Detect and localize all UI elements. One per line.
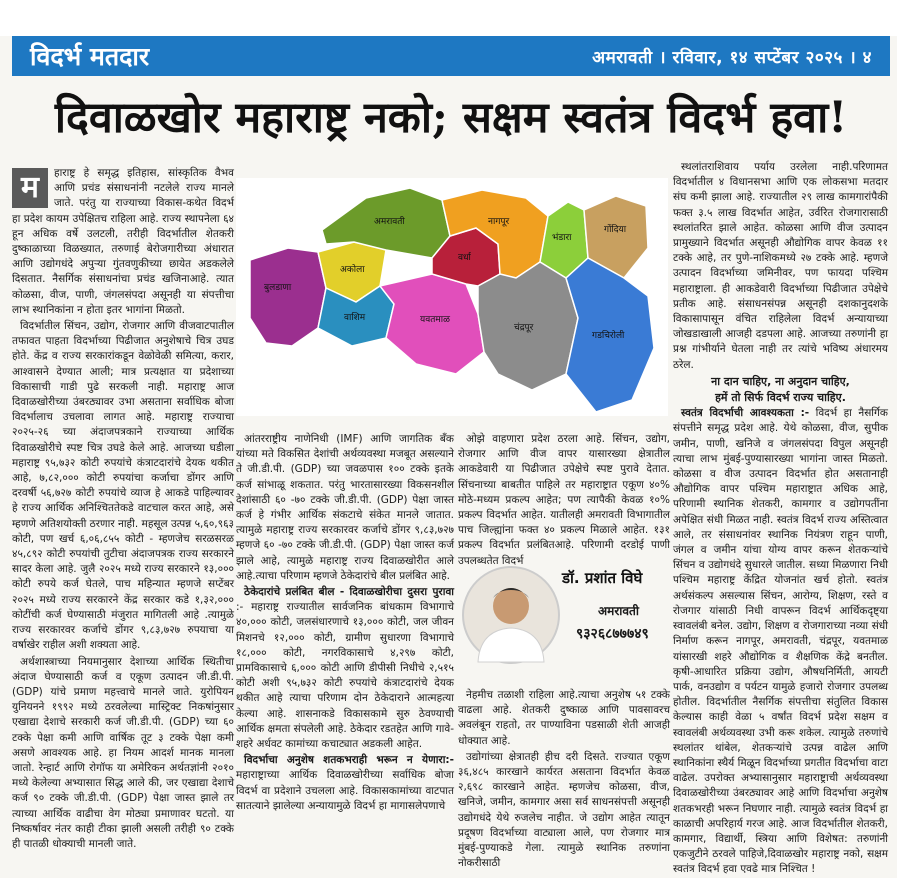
map-label-nagpur: नागपूर [488,217,510,227]
paragraph: उद्योगांच्या क्षेत्रातही हीच दरी दिसते. राज्यात एकूण ३६,४८५ कारखाने कार्यरत असताना विदर्भात केवळ २,६९८ कारखाने आहेत. म्हणजेच कोळसा, वीज, खनिजे, जमीन, कामगार असा सर्व साधनसंपत्ती असूनही उद्योगधंदे येथे रुजलेच नाहीत. जे उद्योग आहेत त्यातून प्रदूषण विदर्भाच्या वाट्याला आले, पण रोजगार मात्र मुंबई-पुण्याकडे गेला. त्यामुळे स्थानिक तरुणांना नोकरीसाठी [458,750,670,870]
vidarbha-map [236,178,668,416]
column-2 [236,432,454,861]
paragraph: :- महाराष्ट्र राज्यातील सार्वजनिक बांधकाम विभागाचे ४०,००० कोटी, जलसंधारणाचे १३,००० कोटी, जल जीवन मिशनचे १२,००० कोटी, ग्रामीण सुधारणा विभागाचे १८,००० कोटी, नगरविकासाचे ४,२९७ कोटी, प्रामविकासाचे ६,००० कोटी आणि डीपीसी निधीचे २,५१५ कोटी अशी ९५,७३२ कोटी रुपयांचे कंत्राटदारांचे देयक थकीत आहे त्याचा परिणाम दोन ठेकेदाराने आत्महत्या केल्या आहे. शासनाकडे विकासकामे सुरु ठेवण्याची आर्थिक क्षमता संपलेली आहे. ठेकेदार रडतहेत आणि गावे-शहरे अर्धवट कामांच्या कचाट्यात अडकली आहेत. [236,601,454,751]
paragraph: ओझे वाहणारा प्रदेश ठरला आहे. सिंचन, उद्योग, रोजगार आणि वीज वापर यासारख्या क्षेत्रातील आकडेवारी या पिढीजात उपेक्षेचे स्पष्ट पुरावे देतात. सिंचनाच्या बाबतीत पाहिले तर महाराष्ट्रात एकूण ४०% मोठे-मध्यम प्रकल्प आहेत; पण त्यापैकी केवळ १०% प्रकल्प विदर्भात आहेत. यातीलही अमरावती विभागातील पाच जिल्ह्यांना फक्त ४० प्रकल्प मिळाले आहेत. १३१ प्रकल्प विदर्भात प्रलंबितआहे. परिणामी दरडोई पाणी उपलब्धतेत विदर्भ [458,433,670,567]
paragraph: महाराष्ट्राच्या आर्थिक दिवाळखोरीच्या सर्वाधिक बोजा विदर्भ वा प्रदेशाने उचलला आहे. विकासकामांच्या वाटपात सातत्याने झालेल्या अन्यायामुळे विदर्भ हा मागासलेपणाचे [236,769,454,812]
masthead [12,36,890,76]
map-label-akola: अकोला [340,265,365,275]
paragraph: विदर्भातील सिंचन, उद्योग, रोजगार आणि वीजवाटपातील तफावत पाहता विदर्भाच्या पिढीजात अनुशेषाचे चित्र उघड होते. केंद्र व राज्य सरकारांकडून वेळोवेळी समित्या, करार, आश्वासने देण्यात आली; मात्र प्रत्यक्षात या प्रदेशाच्या विकासाची गाडी पुढे सरकली नाही. महाराष्ट्र आज दिवाळखोरीच्या उंबरठ्यावर उभा असताना सर्वाधिक बोजा विदर्भालाच उचलावा लागत आहे. महाराष्ट्र राज्याचा २०२५-२६ च्या अंदाजपत्रकाने राज्याच्या आर्थिक दिवाळखोरीचे स्पष्ट चित्र उघडे केले आहे. आजच्या घडीला महाराष्ट्र ९५,७३२ कोटी रुपयांचे कंत्राटदारांचे देयक थकीत आहे, ७,८२,००० कोटी रुपयांचा कर्जाचा डोंगर आणि दरवर्षी ५६,७२७ कोटी रुपयांचे व्याज हे आकडे पाहिल्यावर हे राज्य आर्थिक अनिश्चिततेकडे वाटचाल करत आहे, असे म्हणणे अतिशयोक्ती ठरणार नाही. महसूल उत्पन्न ५,६०,९६३ कोटी, पण खर्च ६,०६,८५५ कोटी - म्हणजेच सरळसरळ ४५,८९२ कोटी रुपयांची तुटीचा अंदाजपत्रक राज्य सरकारने सादर केला आहे. जुलै २०२५ मध्ये राज्य सरकारने १३,००० कोटी रुपये कर्ज घेतले, पाच महिन्यात म्हणजे सप्टेंबर २०२५ मध्ये राज्य सरकारने केंद्र सरकार कडे १,३२,००० कोटींची कर्ज घेण्यासाठी मंजुरात मागितली आहे .त्यामुळे राज्य सरकारवर कर्जाचे डोंगर ९,८३,७२७ रुपयाचा या वर्षाखेर राहील अशी शक्यता आहे. [12,320,234,652]
map-label-wardha: वर्धा [458,253,471,263]
top-margin [0,0,897,36]
map-label-gondiya: गोंदिया [604,225,627,235]
author-photo [462,566,560,664]
column-3 [458,432,670,567]
author-box [458,562,670,686]
subhead-pending-bills: ठेकेदारांचे प्रलंबित बील - दिवाळखोरीचा दुसरा पुरावा [244,586,454,599]
paragraph: अर्थशास्त्राच्या नियमानुसार देशाच्या आर्थिक स्थितीचा अंदाज घेण्यासाठी कर्ज व एकूण उत्पादन जी.डी.पी. (GDP) यांचे प्रमाण महत्त्वाचे मानले जाते. युरोपियन युनियनने १९९२ मध्ये ठरवलेल्या मास्ट्रिक्ट निकषांनुसार एखाद्या देशाचे सरकारी कर्ज जी.डी.पी. (GDP) च्या ६० टक्के पेक्षा कमी आणि वार्षिक तूट ३ टक्के पेक्षा कमी असणे आवश्यक आहे. हा नियम आदर्श मानक मानला जातो. रेन्हार्ट आणि रोगॉफ या अमेरिकन अर्थतज्ञांनी २०१० मध्ये केलेल्या अभ्यासात सिद्ध आले की, जर एखाद्या देशाचे कर्ज ९० टक्के जी.डी.पी. (GDP) पेक्षा जास्त झाले तर त्याच्या आर्थिक वाढीचा वेग मोठ्या प्रमाणावर घटतो. या निष्कर्षावर नंतर काही टीका झाली असली तरीही ९० टक्के ही पातळी धोक्याची मानली जाते. [12,655,234,850]
brand-logo: विदर्भ मतदार [26,39,153,73]
paragraph: आंतरराष्ट्रीय नाणेनिधी (IMF) आणि जागतिक बँक यांच्या मते विकसित देशांची अर्थव्यवस्था मजबूत असल्याने ते जी.डी.पी. (GDP) च्या जवळपास १०० टक्के इतके कर्ज सांभाळू शकतात. परंतु भारतासारख्या विकसनशील देशांसाठी ६० -७० टक्के जी.डी.पी. (GDP) पेक्षा जास्त कर्ज हे गंभीर आर्थिक संकटाचे संकेत मानले जातात. त्यामुळे महाराष्ट्र राज्य सरकारवर कर्जाचे डोंगर ९,८३,७२७ म्हणजे ६० -७० टक्के जी.डी.पी. (GDP) पेक्षा जास्त कर्ज झाले आहे, त्यामुळे महाराष्ट्र राज्य दिवाळखोरीत आले आहे.त्याचा परिणाम म्हणजे ठेकेदारांचे बील प्रलंबित आहे. [236,433,454,582]
author-phone: ९३२६८७७७४९ [576,626,649,642]
map-label-gadchiroli: गडचिरोली [592,331,625,341]
map-label-chandrapur: चंद्रपूर [514,323,534,333]
map-label-washim: वाशिम [344,313,366,323]
map-label-amravati: अमरावती [374,217,405,227]
paragraph: स्थलांतराशिवाय पर्याय उरलेला नाही.परिणामत विदर्भातील ४ विधानसभा आणि एक लोकसभा मतदार संघ कमी झाला आहे. राज्यातील २९ लाख कामगारांपैकी फक्त ३.५ लाख विदर्भात आहेत, उर्वरित रोजगारासाठी स्थलांतरित झाले आहेत. कोळसा आणि वीज उत्पादन प्रामुख्याने विदर्भात असूनही औद्योगिक वापर केवळ ११ टक्के आहे, तर पुणे-नाशिकमध्ये २७ टक्के आहे. म्हणजे उत्पादन विदर्भाच्या जमिनीवर, पण फायदा पश्चिम महाराष्ट्राला. ही आकडेवारी विदर्भाच्या पिढीजात उपेक्षेचे प्रतीक आहे. संसाधनसंपन्न असूनही दशकानुदशके विकासापासून वंचित राहिलेला विदर्भ अन्यायाच्या जोखडाखाली आजही दडपला आहे. आजच्या तरुणांनी हा प्रश्न गांभीर्याने घेतला नाही तर त्यांचे भविष्य अंधारमय ठरेल. [673,161,888,371]
column-1 [12,166,234,861]
dateline: अमरावती । रविवार, १४ सप्टेंबर २०२५ । ४ [592,47,872,68]
paragraph: हाराष्ट्र हे समृद्ध इतिहास, सांस्कृतिक वैभव आणि प्रचंड संसाधनांनी नटलेले राज्य मानले जाते. परंतु या राज्याच्या विकास-कथेत विदर्भ हा प्रदेश कायम उपेक्षितच राहिला आहे. राज्य स्थापनेला ६४ हून अधिक वर्षे उलटली, तरीही विदर्भातील शेतकरी दुष्काळाच्या विळख्यात, तरुणाई बेरोजगारीच्या अंधारात आणि उद्योगधंदे अपुऱ्या गुंतवणुकीच्या छायेत अडकलेले दिसतात. नैसर्गिक संसाधनांचा प्रचंड खजिनाआहे. त्यात कोळसा, वीज, पाणी, जंगलसंपदा असूनही या संपत्तीचा लाभ स्थानिकांना न होता इतर भागांना मिळतो. [12,167,234,316]
author-name: डॉ. प्रशांत विघे [562,569,643,587]
slogan-line-1: ना दान चाहिए, ना अनुदान चाहिए, [711,374,850,388]
map-label-bhandara: भंडारा [552,233,572,243]
subhead-need: स्वतंत्र विदर्भाची आवश्यकता :- [681,407,810,420]
headline: दिवाळखोर महाराष्ट्र नको; सक्षम स्वतंत्र विदर्भ हवा! [54,93,848,143]
slogan-line-2: हमें तो सिर्फ विदर्भ राज्य चाहिए. [715,391,846,405]
map-label-yavatmal: यवतमाळ [420,315,450,325]
subhead-backlog: विदर्भाचा अनुशेष शतकभराही भरून न येणारा:- [244,754,454,767]
map-label-buldhana: बुलडाणा [264,283,292,293]
paragraph: नेहमीच तळाशी राहिला आहे.त्याचा अनुशेष ५१ टक्के वाढला आहे. शेतकरी दुष्काळ आणि पावसावरच अवलंबून राहतो, तर पाण्याविना पडसाळी शेती आजही धोक्यात आहे. [458,689,670,747]
paragraph: विदर्भ हा नैसर्गिक संपत्तीने समृद्ध प्रदेश आहे. येथे कोळसा, वीज, सुपीक जमीन, पाणी, खनिजे व जंगलसंपदा विपुल असूनही त्याचा लाभ मुंबई-पुण्यासारख्या भागांना जास्त मिळतो. कोळसा व वीज उत्पादन विदर्भात होत असतानाही औद्योगिक वापर पश्चिम महाराष्ट्रात अधिक आहे, परिणामी स्थानिक शेतकरी, कामगार व उद्योगपतींना अपेक्षित संधी मिळत नाही. स्वतंत्र विदर्भ राज्य अस्तित्वात आले, तर संसाधनांवर स्थानिक नियंत्रण राहून पाणी, जंगल व जमीन यांचा योग्य वापर करून शेतकऱ्यांचे सिंचन व उद्योगधंदे सुधारले जातील. सध्या मिळणारा निधी पश्चिम महाराष्ट्र केंद्रित योजनांत खर्च होतो. स्वतंत्र अर्थसंकल्प असल्यास सिंचन, आरोग्य, शिक्षण, रस्ते व रोजगार यांसाठी निधी वापरून विदर्भ आर्थिकदृष्ट्या स्वावलंबी बनेल. उद्योग, शिक्षण व रोजगाराच्या नव्या संधी निर्माण करून नागपूर, अमरावती, चंद्रपूर, यवतमाळ यांसारखी शहरे औद्योगिक व शैक्षणिक केंद्रे बनतील. कृषी-आधारित प्रक्रिया उद्योग, औषधनिर्मिती, आयटी पार्क, वनउद्योग व पर्यटन यामुळे हजारो रोजगार उपलब्ध होतील. विदर्भातील नैसर्गिक संपत्तीचा संतुलित विकास केल्यास काही वेळा ५ वर्षांत विदर्भ प्रदेश सक्षम व स्वावलंबी अर्थव्यवस्था उभी करू शकेल. त्यामुळे तरुणांचे स्थलांतर थांबेल, शेतकऱ्यांचे उत्पन्न वाढेल आणि स्थानिकांना स्थैर्य मिळून विदर्भाच्या प्रगतीत विदर्भाचा वाटा वाढेल. उपरोक्त अभ्यासानुसार महाराष्ट्राची अर्थव्यवस्था दिवाळखोरीच्या उंबरठ्यावर आहे आणि विदर्भाचा अनुशेष शतकभरही भरून निघणार नाही. त्यामुळे स्वतंत्र विदर्भ हा काळाची अपरिहार्य गरज आहे. आज विदर्भातील शेतकरी, कामगार, विद्यार्थी, स्त्रिया आणि विशेषत: तरुणांनी एकजुटीने ठरवले पाहिजे,दिवाळखोर महाराष्ट्र नको, सक्षम स्वतंत्र विदर्भ हवा एवढे मात्र निश्चित ! [673,407,888,876]
column-4 [673,160,888,876]
drop-cap: म [12,168,48,208]
column-3-continued [458,688,670,870]
author-city: अमरावती [598,604,639,618]
